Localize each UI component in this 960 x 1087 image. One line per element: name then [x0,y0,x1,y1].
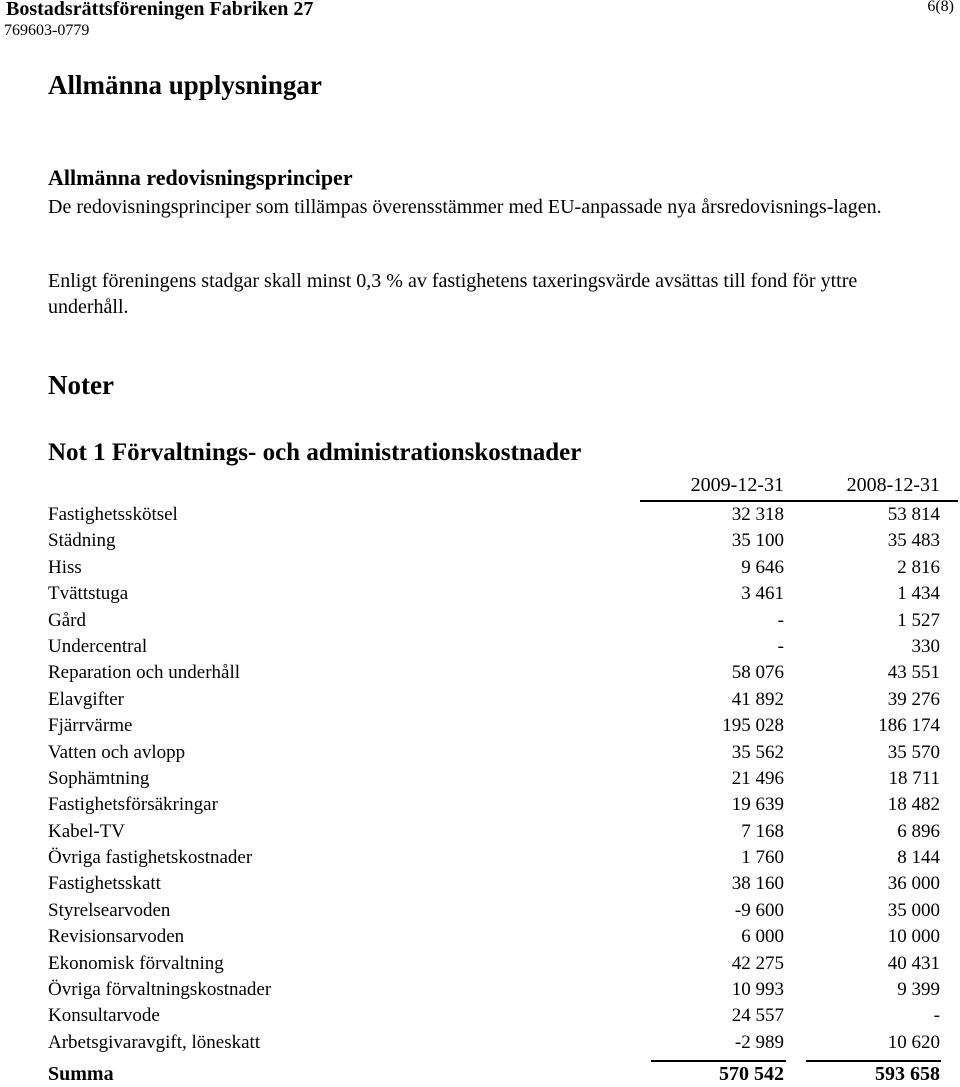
value-2009: 195 028 [722,715,784,737]
row-label: Hiss [48,556,82,578]
value-2009: 35 562 [731,741,784,763]
value-2009: -9 600 [734,899,784,921]
value-2008: 10 000 [887,926,940,948]
table-row [0,1003,960,1029]
value-2009: 19 639 [731,794,784,816]
table-row [0,898,960,924]
value-2009: 38 160 [731,873,784,895]
value-2008: 6 896 [897,820,940,842]
row-label: Undercentral [48,635,148,657]
value-2009: 35 100 [731,530,784,552]
value-2009: 58 076 [731,662,784,684]
value-2009: 6 000 [741,926,784,948]
value-2008: 1 434 [897,583,940,605]
table-row [0,555,960,581]
value-2008: 39 276 [887,688,940,710]
row-label: Fastighetsskötsel [48,504,178,525]
value-2009: 7 168 [741,820,784,842]
value-2008: 53 814 [887,504,940,525]
table-row [0,951,960,977]
table-row [0,819,960,845]
value-2008: 36 000 [887,873,940,895]
value-2009: 24 557 [731,1005,784,1027]
value-2008: 2 816 [897,556,940,578]
column-header-2008: 2008-12-31 [846,474,940,496]
value-2009: 9 646 [741,556,784,578]
row-label: Städning [48,530,116,552]
page-number: 6(8) [927,0,954,15]
value-2008: 18 482 [887,794,940,816]
general-info-title: Allmänna upplysningar [48,70,322,100]
table-row [0,502,960,528]
table-row [0,608,960,634]
row-label: Ekonomisk förvaltning [48,952,224,974]
value-2008: 1 527 [897,609,940,631]
value-2008: 35 000 [887,899,940,921]
row-label: Fastighetsförsäkringar [48,794,218,816]
organization-number: 769603-0779 [4,22,90,39]
value-2009: 32 318 [731,504,784,525]
value-2008: 330 [911,635,940,657]
table-row [0,713,960,739]
table-row [0,792,960,818]
value-2009: 3 461 [741,583,784,605]
row-label: Fastighetsskatt [48,873,161,895]
value-2009: - [777,635,784,657]
total-2008: 593 658 [875,1063,940,1085]
table-row [0,845,960,871]
row-label: Tvättstuga [48,583,129,605]
table-row [0,581,960,607]
accounting-principles-heading: Allmänna redovisningsprinciper [48,165,353,190]
total-label: Summa [48,1063,114,1085]
value-2008: 35 570 [887,741,940,763]
table-row [0,687,960,713]
table-row [0,528,960,554]
notes-title: Noter [48,370,114,400]
table-row [0,634,960,660]
value-2008: 8 144 [897,847,940,869]
value-2008: 10 620 [887,1031,940,1053]
row-label: Kabel-TV [48,820,126,842]
table-row [0,1030,960,1056]
note1-title: Not 1 Förvaltnings- och administrationskostnader [48,439,582,466]
value-2008: 35 483 [887,530,940,552]
row-label: Gård [48,609,86,631]
maintenance-fund-paragraph: Enligt föreningens stadgar skall minst 0,3 % av fastighetens taxeringsvärde avsättas till fond för yttre underhåll. [48,270,858,318]
row-label: Reparation och underhåll [48,662,241,684]
value-2008: 40 431 [887,952,940,974]
row-label: Övriga förvaltningskostnader [48,979,272,1001]
sum-rule-2008 [806,1060,941,1062]
total-2009: 570 542 [719,1063,784,1085]
row-label: Övriga fastighetskostnader [48,847,253,869]
value-2009: - [777,609,784,631]
row-label: Konsultarvode [48,1005,160,1027]
table-row [0,660,960,686]
value-2009: 42 275 [731,952,784,974]
value-2008: 43 551 [887,662,940,684]
table-row [0,871,960,897]
row-label: Sophämtning [48,767,150,789]
row-label: Fjärrvärme [48,715,133,737]
row-label: Styrelsearvoden [48,899,171,921]
value-2008: 9 399 [897,979,940,1001]
value-2008: 186 174 [878,715,940,737]
value-2009: -2 989 [734,1031,784,1053]
principles-paragraph: De redovisningsprinciper som tillämpas överensstämmer med EU-anpassade nya årsredovisnings-lagen. [48,196,882,218]
value-2009: 41 892 [731,688,784,710]
value-2008: 18 711 [888,767,940,789]
table-row [0,766,960,792]
table-row [0,740,960,766]
value-2009: 1 760 [741,847,784,869]
value-2009: 10 993 [731,979,784,1001]
row-label: Elavgifter [48,688,124,710]
row-label: Revisionsarvoden [48,926,185,948]
value-2009: 21 496 [731,767,784,789]
table-row [0,977,960,1003]
column-header-2009: 2009-12-31 [690,474,784,496]
value-2008: - [933,1005,940,1027]
sum-rule-2009 [651,1060,786,1062]
row-label: Arbetsgivaravgift, löneskatt [48,1031,261,1053]
organization-name: Bostadsrättsföreningen Fabriken 27 [6,0,314,20]
cost-table [0,502,960,1056]
table-row [0,924,960,950]
row-label: Vatten och avlopp [48,741,186,763]
